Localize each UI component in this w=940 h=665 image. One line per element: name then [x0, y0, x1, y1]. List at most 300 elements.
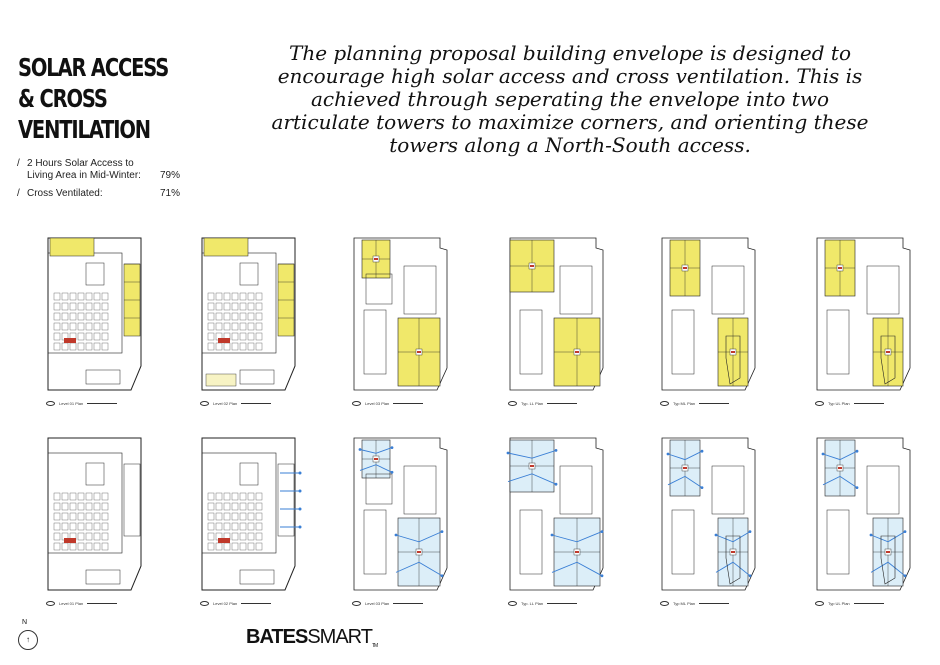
parking-bay: [102, 313, 108, 320]
plan-drawing: [200, 238, 295, 393]
neighbour-building: [712, 466, 744, 514]
parking-bay: [70, 543, 76, 550]
parking-bay: [208, 333, 214, 340]
airflow-arrowhead: [856, 450, 859, 453]
airflow-arrowhead: [555, 483, 558, 486]
core-marker: [417, 551, 421, 553]
parking-bay: [102, 303, 108, 310]
parking-bay: [70, 503, 76, 510]
parking-bay: [78, 333, 84, 340]
parking-bay: [256, 333, 262, 340]
parking-bay: [86, 343, 92, 350]
parking-bay: [54, 323, 60, 330]
parking-bay: [70, 323, 76, 330]
parking-bay: [62, 313, 68, 320]
airflow-arrowhead: [701, 486, 704, 489]
parking-bay: [216, 523, 222, 530]
plan-drawing: [815, 238, 910, 393]
core-marker: [417, 351, 421, 353]
ramp-outline: [240, 463, 258, 485]
plan-caption: Typ UL Plan: [815, 401, 884, 406]
plan-caption: Level 01 Plan: [46, 401, 117, 406]
parking-bay: [78, 313, 84, 320]
parking-bay: [86, 523, 92, 530]
parking-bay: [232, 493, 238, 500]
airflow-arrowhead: [601, 530, 604, 533]
core-marker: [218, 538, 230, 543]
core-marker: [530, 265, 534, 267]
parking-bay: [224, 293, 230, 300]
parking-bay: [216, 303, 222, 310]
parking-bay: [248, 543, 254, 550]
core-outline: [240, 570, 274, 584]
parking-bay: [94, 533, 100, 540]
floor-plan-solar: [200, 238, 295, 418]
parking-bay: [208, 493, 214, 500]
parking-bay: [102, 543, 108, 550]
plan-caption: Level 01 Plan: [46, 601, 117, 606]
parking-bay: [248, 313, 254, 320]
core-marker: [683, 467, 687, 469]
parking-bay: [78, 513, 84, 520]
parking-bay: [78, 493, 84, 500]
section-marker-icon: [508, 401, 517, 406]
parking-bay: [70, 303, 76, 310]
parking-bay: [256, 503, 262, 510]
stat-solar-access: [17, 158, 187, 182]
parking-bay: [94, 313, 100, 320]
parking-bay: [216, 323, 222, 330]
core-marker: [374, 458, 378, 460]
parking-bay: [70, 313, 76, 320]
parking-bay: [232, 523, 238, 530]
parking-bay: [240, 493, 246, 500]
parking-bay: [256, 523, 262, 530]
parking-bay: [224, 503, 230, 510]
airflow-arrowhead: [359, 448, 362, 451]
parking-bay: [86, 533, 92, 540]
parking-bay: [256, 293, 262, 300]
parking-bay: [94, 543, 100, 550]
parking-bay: [248, 533, 254, 540]
parking-bay: [240, 533, 246, 540]
stat-value: 79%: [160, 170, 181, 181]
tower-outline: [366, 474, 392, 504]
parking-bay: [70, 343, 76, 350]
plan-drawing: [508, 438, 603, 593]
parking-bay: [62, 513, 68, 520]
parking-bay: [216, 493, 222, 500]
parking-bay: [240, 303, 246, 310]
floor-plan-ventilation: [200, 438, 295, 618]
parking-bay: [256, 513, 262, 520]
parking-bay: [102, 343, 108, 350]
title-line: & CROSS: [18, 84, 107, 113]
parking-bay: [224, 513, 230, 520]
parking-bay: [102, 493, 108, 500]
parking-bay: [240, 313, 246, 320]
parking-bay: [94, 523, 100, 530]
logo: BATESSMARTTM: [246, 626, 378, 649]
airflow-arrowhead: [904, 530, 907, 533]
floor-plan-solar: [46, 238, 141, 418]
parking-bay: [62, 323, 68, 330]
airflow-arrowhead: [299, 472, 302, 475]
parking-bay: [240, 543, 246, 550]
parking-bay: [208, 323, 214, 330]
floor-plan-ventilation: [660, 438, 755, 618]
plan-caption: Typ. LL Plan: [508, 401, 577, 406]
parking-bay: [216, 293, 222, 300]
plan-caption: Level 02 Plan: [200, 601, 271, 606]
parking-bay: [94, 503, 100, 510]
neighbour-building: [560, 466, 592, 514]
parking-bay: [54, 533, 60, 540]
neighbour-building: [867, 266, 899, 314]
section-marker-icon: [200, 601, 209, 606]
floor-plan-solar: [660, 238, 755, 418]
parking-bay: [240, 293, 246, 300]
parking-bay: [62, 303, 68, 310]
parking-bay: [78, 303, 84, 310]
ramp-outline: [240, 263, 258, 285]
airflow-arrowhead: [299, 490, 302, 493]
parking-bay: [208, 543, 214, 550]
airflow-arrowhead: [395, 534, 398, 537]
plan-caption: Level 03 Plan: [352, 601, 423, 606]
plan-caption: Level 03 Plan: [352, 401, 423, 406]
parking-bay: [208, 533, 214, 540]
parking-bay: [54, 343, 60, 350]
core-marker: [886, 351, 890, 353]
core-marker: [64, 538, 76, 543]
parking-bay: [256, 323, 262, 330]
parking-bay: [70, 493, 76, 500]
parking-bay: [94, 493, 100, 500]
parking-bay: [248, 343, 254, 350]
neighbour-building: [520, 310, 542, 374]
parking-bay: [86, 293, 92, 300]
apartment-outline: [124, 464, 140, 536]
parking-bay: [62, 543, 68, 550]
stats-list: [17, 158, 187, 206]
neighbour-building: [712, 266, 744, 314]
parking-bay: [78, 543, 84, 550]
core-marker: [683, 267, 687, 269]
plan-drawing: [46, 438, 141, 593]
parking-bay: [78, 503, 84, 510]
neighbour-building: [827, 510, 849, 574]
parking-bay: [208, 503, 214, 510]
bullet-slash: /: [17, 158, 20, 169]
parking-bay: [208, 343, 214, 350]
stat-value: 71%: [160, 188, 181, 199]
parking-bay: [216, 503, 222, 510]
floor-plan-ventilation: [46, 438, 141, 618]
parking-bay: [232, 293, 238, 300]
parking-bay: [54, 503, 60, 510]
floor-plan-solar: [815, 238, 910, 418]
plan-caption: Typ ML Plan: [660, 401, 729, 406]
bullet-slash: /: [17, 188, 20, 199]
neighbour-building: [364, 310, 386, 374]
plan-caption: Typ UL Plan: [815, 601, 884, 606]
core-marker: [731, 351, 735, 353]
parking-bay: [208, 523, 214, 530]
parking-bay: [54, 303, 60, 310]
parking-bay: [248, 493, 254, 500]
parking-bay: [224, 313, 230, 320]
parking-bay: [94, 343, 100, 350]
parking-bay: [232, 303, 238, 310]
parking-bay: [248, 303, 254, 310]
neighbour-building: [560, 266, 592, 314]
parking-bay: [232, 533, 238, 540]
floor-plan-solar: [508, 238, 603, 418]
parking-bay: [62, 523, 68, 530]
apartment-outline: [278, 464, 294, 536]
parking-bay: [216, 513, 222, 520]
parking-bay: [94, 303, 100, 310]
airflow-arrowhead: [551, 534, 554, 537]
parking-bay: [102, 323, 108, 330]
plan-caption: Typ. LL Plan: [508, 601, 577, 606]
parking-bay: [232, 513, 238, 520]
airflow-arrowhead: [870, 534, 873, 537]
plan-drawing: [508, 238, 603, 393]
parking-bay: [102, 293, 108, 300]
airflow-arrowhead: [601, 574, 604, 577]
parking-bay: [86, 513, 92, 520]
parking-bay: [102, 533, 108, 540]
neighbour-building: [404, 266, 436, 314]
section-marker-icon: [815, 601, 824, 606]
parking-bay: [240, 323, 246, 330]
parking-bay: [224, 343, 230, 350]
parking-bay: [94, 513, 100, 520]
airflow-arrowhead: [715, 534, 718, 537]
parking-bay: [240, 523, 246, 530]
airflow-arrowhead: [441, 530, 444, 533]
parking-bay: [248, 323, 254, 330]
parking-bay: [256, 543, 262, 550]
parking-bay: [240, 333, 246, 340]
parking-bay: [240, 343, 246, 350]
parking-bay: [54, 293, 60, 300]
neighbour-building: [404, 466, 436, 514]
title-line: VENTILATION: [18, 115, 150, 144]
plan-drawing: [46, 238, 141, 393]
neighbour-building: [520, 510, 542, 574]
parking-bay: [240, 513, 246, 520]
floor-plan-ventilation: [352, 438, 447, 618]
core-marker: [530, 465, 534, 467]
parking-bay: [232, 313, 238, 320]
parking-bay: [232, 503, 238, 510]
section-marker-icon: [660, 401, 669, 406]
parking-bay: [54, 543, 60, 550]
airflow-arrowhead: [822, 453, 825, 456]
core-marker: [64, 338, 76, 343]
ramp-outline: [86, 463, 104, 485]
tower-outline: [366, 274, 392, 304]
neighbour-building: [672, 510, 694, 574]
parking-bay: [240, 503, 246, 510]
parking-bay: [102, 503, 108, 510]
parking-bay: [256, 343, 262, 350]
section-marker-icon: [660, 601, 669, 606]
parking-bay: [232, 543, 238, 550]
solar-apartment: [204, 238, 248, 256]
parking-bay: [86, 313, 92, 320]
ramp-outline: [86, 263, 104, 285]
parking-bay: [78, 343, 84, 350]
floor-plan-ventilation: [508, 438, 603, 618]
parking-bay: [54, 313, 60, 320]
parking-bay: [248, 513, 254, 520]
plan-drawing: [352, 438, 447, 593]
solar-apartment: [50, 238, 94, 256]
core-outline: [86, 570, 120, 584]
airflow-arrowhead: [904, 574, 907, 577]
neighbour-building: [827, 310, 849, 374]
core-marker: [575, 351, 579, 353]
plan-drawing: [815, 438, 910, 593]
plan-drawing: [200, 438, 295, 593]
neighbour-building: [364, 510, 386, 574]
core-outline: [240, 370, 274, 384]
parking-bay: [248, 293, 254, 300]
neighbour-building: [867, 466, 899, 514]
parking-bay: [78, 323, 84, 330]
parking-bay: [224, 323, 230, 330]
airflow-arrowhead: [667, 453, 670, 456]
retail-outline: [206, 374, 236, 386]
parking-bay: [208, 303, 214, 310]
parking-bay: [208, 513, 214, 520]
airflow-arrowhead: [299, 526, 302, 529]
parking-bay: [216, 543, 222, 550]
north-label: N: [22, 619, 28, 626]
airflow-arrowhead: [555, 449, 558, 452]
core-marker: [838, 467, 842, 469]
parking-bay: [208, 293, 214, 300]
parking-bay: [224, 493, 230, 500]
parking-bay: [78, 523, 84, 530]
parking-bay: [216, 313, 222, 320]
stat-cross-ventilated: [17, 188, 187, 200]
parking-bay: [102, 333, 108, 340]
airflow-arrowhead: [507, 452, 510, 455]
plan-caption: Level 02 Plan: [200, 401, 271, 406]
parking-bay: [94, 323, 100, 330]
parking-bay: [216, 343, 222, 350]
parking-bay: [86, 333, 92, 340]
parking-bay: [248, 503, 254, 510]
section-marker-icon: [352, 401, 361, 406]
neighbour-building: [672, 310, 694, 374]
section-marker-icon: [46, 601, 55, 606]
plan-caption: Typ ML Plan: [660, 601, 729, 606]
airflow-arrowhead: [856, 486, 859, 489]
parking-bay: [78, 533, 84, 540]
airflow-arrowhead: [749, 530, 752, 533]
parking-bay: [94, 293, 100, 300]
core-marker: [575, 551, 579, 553]
stat-label: 2 Hours Solar Access to Living Area in Mid-Winter:: [27, 158, 141, 181]
parking-bay: [232, 333, 238, 340]
plan-drawing: [660, 238, 755, 393]
core-outline: [86, 370, 120, 384]
parking-bay: [70, 523, 76, 530]
title-line: SOLAR ACCESS: [18, 53, 169, 82]
parking-bay: [62, 503, 68, 510]
parking-bay: [54, 513, 60, 520]
parking-bay: [70, 513, 76, 520]
plan-drawing: [352, 238, 447, 393]
parking-bay: [208, 313, 214, 320]
parking-bay: [224, 543, 230, 550]
page-title: [18, 52, 169, 145]
parking-bay: [54, 333, 60, 340]
airflow-arrowhead: [391, 471, 394, 474]
parking-bay: [256, 533, 262, 540]
north-arrow-icon: ↑: [18, 630, 38, 650]
parking-bay: [86, 493, 92, 500]
core-marker: [374, 258, 378, 260]
parking-bay: [54, 523, 60, 530]
parking-bay: [62, 343, 68, 350]
airflow-arrowhead: [391, 446, 394, 449]
parking-bay: [86, 503, 92, 510]
airflow-arrowhead: [701, 450, 704, 453]
parking-bay: [62, 293, 68, 300]
section-marker-icon: [508, 601, 517, 606]
parking-bay: [256, 303, 262, 310]
parking-bay: [78, 293, 84, 300]
parking-bay: [94, 333, 100, 340]
airflow-arrowhead: [749, 574, 752, 577]
parking-bay: [248, 523, 254, 530]
parking-bay: [248, 333, 254, 340]
parking-bay: [86, 323, 92, 330]
section-marker-icon: [352, 601, 361, 606]
floor-plan-solar: [352, 238, 447, 418]
parking-bay: [54, 493, 60, 500]
parking-bay: [62, 493, 68, 500]
section-marker-icon: [46, 401, 55, 406]
core-marker: [218, 338, 230, 343]
parking-bay: [232, 343, 238, 350]
parking-bay: [224, 303, 230, 310]
plan-drawing: [660, 438, 755, 593]
parking-bay: [102, 523, 108, 530]
parking-bay: [86, 543, 92, 550]
core-marker: [838, 267, 842, 269]
parking-bay: [86, 303, 92, 310]
core-marker: [731, 551, 735, 553]
floor-plan-ventilation: [815, 438, 910, 618]
parking-bay: [70, 293, 76, 300]
parking-bay: [224, 523, 230, 530]
parking-bay: [232, 323, 238, 330]
airflow-arrowhead: [299, 508, 302, 511]
airflow-arrowhead: [441, 574, 444, 577]
core-marker: [886, 551, 890, 553]
stat-label: Cross Ventilated:: [27, 188, 103, 199]
section-marker-icon: [200, 401, 209, 406]
section-marker-icon: [815, 401, 824, 406]
